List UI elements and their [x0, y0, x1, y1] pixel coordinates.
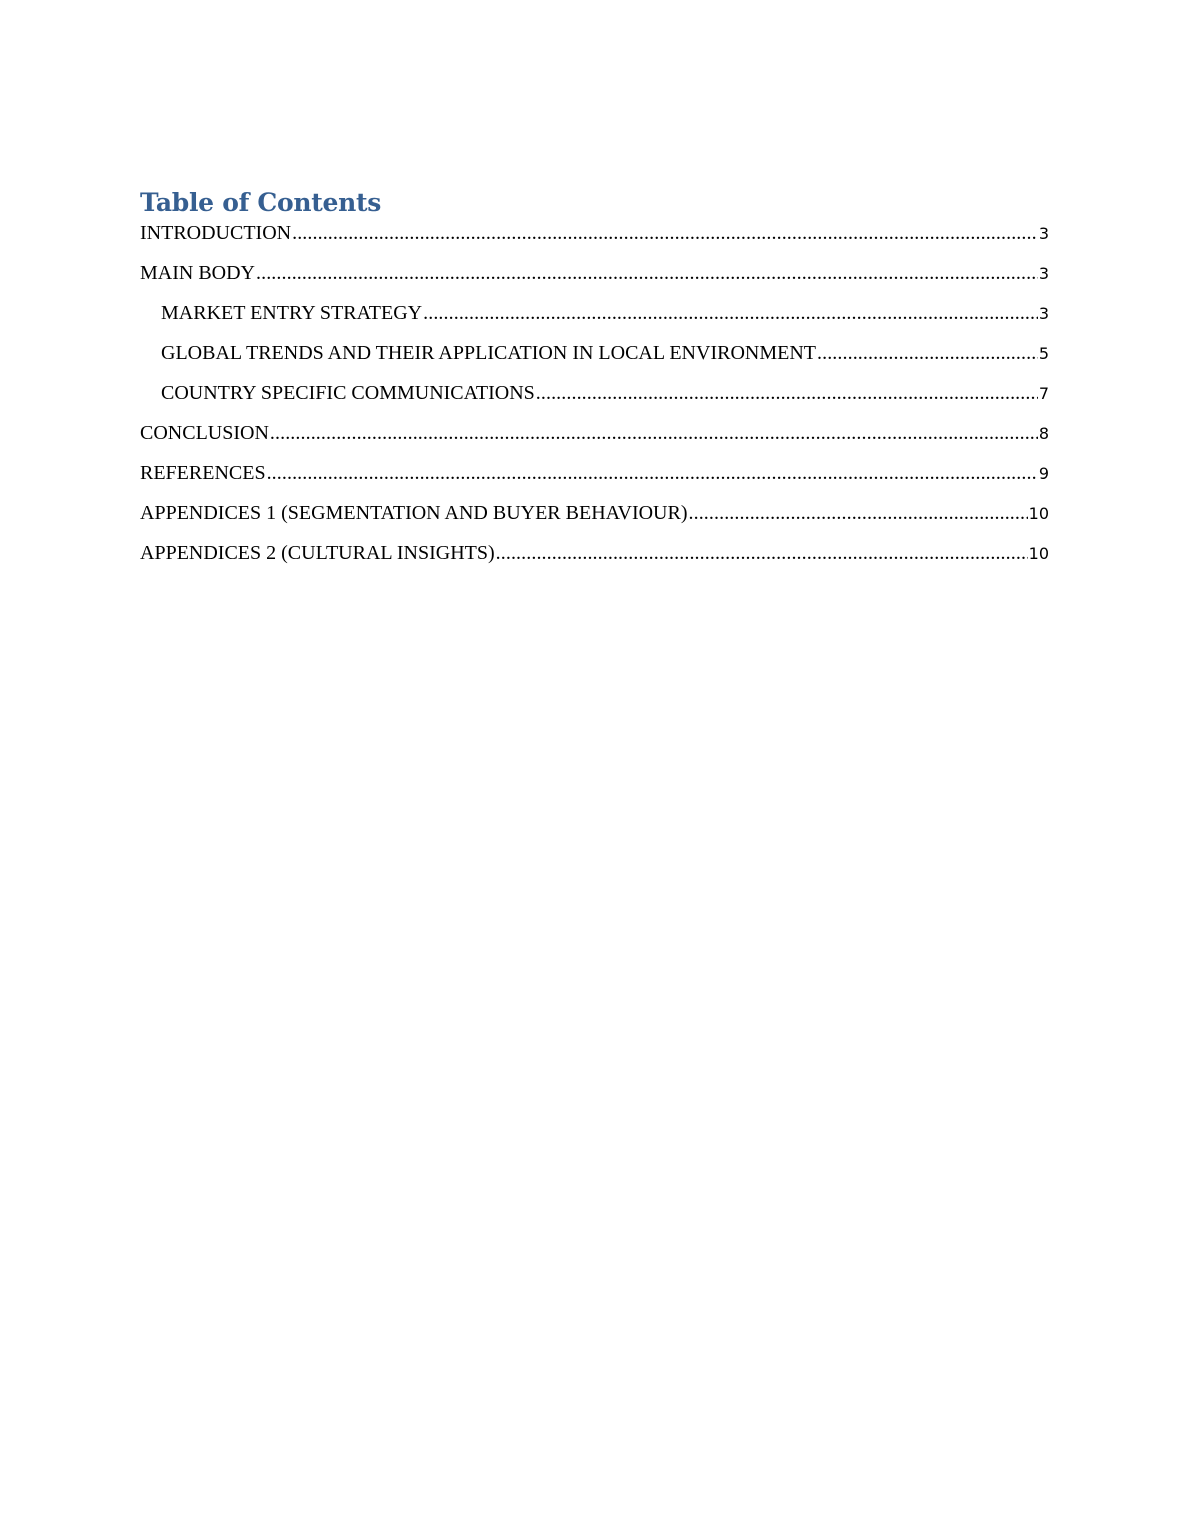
toc-dot-leader: [270, 422, 1038, 444]
toc-dot-leader: [817, 342, 1038, 364]
toc-page-number: 3: [1038, 304, 1049, 323]
toc-dot-leader: [689, 502, 1028, 524]
toc-entry-label: CONCLUSION: [140, 422, 269, 444]
toc-entry-global-trends[interactable]: [140, 342, 1049, 382]
toc-entry-appendices-2[interactable]: [140, 542, 1049, 582]
toc-entry-label: GLOBAL TRENDS AND THEIR APPLICATION IN LOCAL ENVIRONMENT: [161, 342, 816, 364]
toc-title: Table of Contents: [140, 188, 382, 217]
toc-page-number: 8: [1038, 424, 1049, 443]
toc-entry-market-entry-strategy[interactable]: [140, 302, 1049, 342]
toc-dot-leader: [292, 222, 1038, 244]
toc-entry-country-specific-communications[interactable]: [140, 382, 1049, 422]
toc-page-number: 9: [1038, 464, 1049, 483]
toc-entry-conclusion[interactable]: [140, 422, 1049, 462]
toc-page-number: 3: [1038, 264, 1049, 283]
toc-page-number: 7: [1038, 384, 1049, 403]
toc-entry-label: INTRODUCTION: [140, 222, 292, 244]
toc-page-number: 3: [1038, 224, 1049, 243]
table-of-contents: [140, 186, 1049, 582]
toc-list: [140, 222, 1049, 582]
toc-entry-introduction[interactable]: [140, 222, 1049, 262]
toc-entry-label: REFERENCES: [140, 462, 266, 484]
toc-entry-label: MAIN BODY: [140, 262, 255, 284]
toc-entry-appendices-1[interactable]: [140, 502, 1049, 542]
toc-page-number: 10: [1028, 544, 1049, 563]
toc-entry-label: MARKET ENTRY STRATEGY: [161, 302, 423, 324]
toc-entry-main-body[interactable]: [140, 262, 1049, 302]
toc-entry-label: APPENDICES 2 (CULTURAL INSIGHTS): [140, 542, 495, 564]
toc-dot-leader: [256, 262, 1038, 284]
toc-entry-references[interactable]: [140, 462, 1049, 502]
toc-page-number: 5: [1038, 344, 1049, 363]
toc-dot-leader: [496, 542, 1028, 564]
toc-dot-leader: [267, 462, 1038, 484]
toc-entry-label: APPENDICES 1 (SEGMENTATION AND BUYER BEHAVIOUR): [140, 502, 688, 524]
toc-dot-leader: [536, 382, 1038, 404]
toc-dot-leader: [423, 302, 1038, 324]
toc-page-number: 10: [1028, 504, 1049, 523]
toc-entry-label: COUNTRY SPECIFIC COMMUNICATIONS: [161, 382, 535, 404]
